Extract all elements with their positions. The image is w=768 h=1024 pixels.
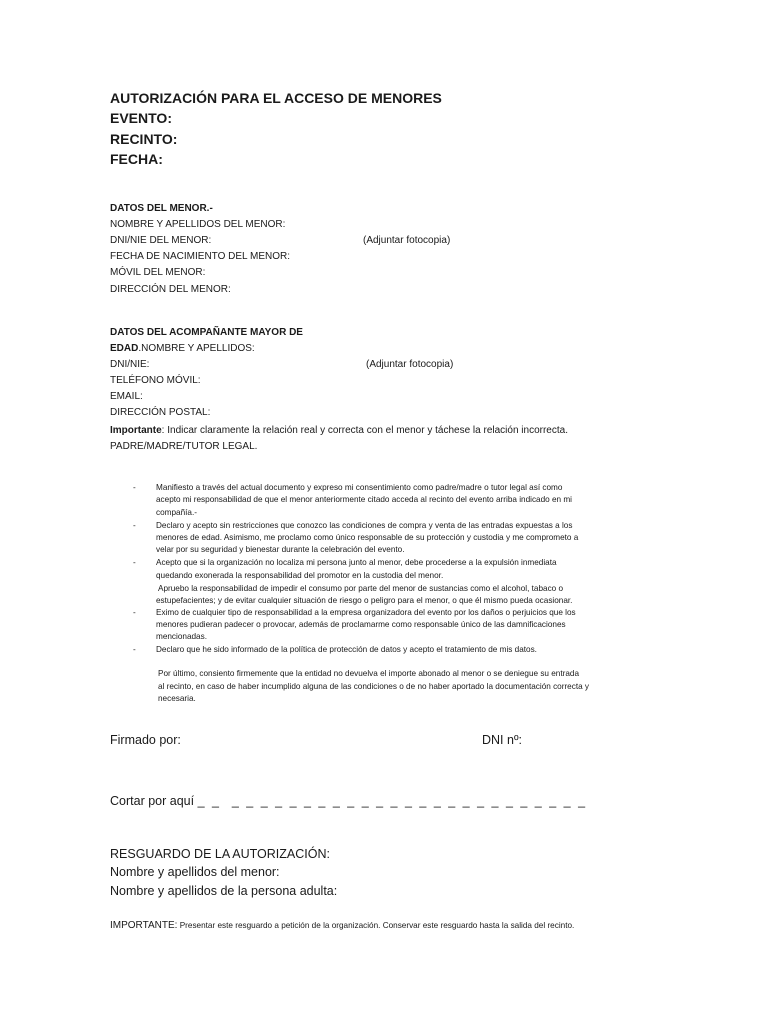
clause-line: acepto mi responsabilidad de que el menor anteriormente citado acceda al recinto del evento arriba indicado en mi <box>156 495 572 504</box>
minor-mobile-label: MÓVIL DEL MENOR: <box>110 267 206 278</box>
receipt-important-text: Presentar este resguardo a petición de la organización. Conservar este resguardo hasta la salida del recinto. <box>177 921 575 930</box>
clause-line: Acepto que si la organización no localiza mi persona junto al menor, debe procederse a la expulsión inmediata <box>156 558 557 567</box>
clause-line: mencionadas. <box>156 632 207 641</box>
minor-dni-label: DNI/NIE DEL MENOR: <box>110 235 212 246</box>
clause-line: Declaro que he sido informado de la política de protección de datos y acepto el tratamiento de mis datos. <box>156 645 537 654</box>
adult-section-heading-end: EDAD <box>110 343 139 354</box>
clause-line: Manifiesto a través del actual documento y expreso mi consentimiento como padre/madre o tutor legal así como <box>156 483 563 492</box>
event-label: EVENTO: <box>110 110 172 126</box>
bullet-dash: - <box>133 521 136 530</box>
adult-phone-label: TELÉFONO MÓVIL: <box>110 375 201 386</box>
clause-line: Declaro y acepto sin restricciones que conozco las condiciones de compra y venta de las entradas expuestas a los <box>156 521 573 530</box>
date-label: FECHA: <box>110 151 163 167</box>
cut-line <box>110 794 587 809</box>
document-title: AUTORIZACIÓN PARA EL ACCESO DE MENORES <box>110 90 442 106</box>
minor-address-label: DIRECCIÓN DEL MENOR: <box>110 284 231 295</box>
clause-line: menores pudieran padecer o provocar, además de proclamarme como responsable único de las damnificaciones <box>156 620 566 629</box>
bullet-dash: - <box>133 645 136 654</box>
important-text: : Indicar claramente la relación real y correcta con el menor y táchese la relación incorrecta. <box>161 425 568 436</box>
relation-instruction <box>110 425 568 437</box>
important-label: Importante <box>110 425 162 436</box>
minor-name-label: NOMBRE Y APELLIDOS DEL MENOR: <box>110 219 286 230</box>
receipt-minor-name-label: Nombre y apellidos del menor: <box>110 865 280 879</box>
clause-line: quedando exonerada la responsabilidad del promotor en la custodia del menor. <box>156 571 444 580</box>
clause-line: compañía.- <box>156 508 197 517</box>
relation-options: PADRE/MADRE/TUTOR LEGAL. <box>110 441 258 452</box>
minor-section-heading: DATOS DEL MENOR.- <box>110 203 213 214</box>
cut-label: Cortar por aquí <box>110 794 195 808</box>
cut-dashes: _ _ _ _ _ _ _ _ _ _ _ _ _ _ _ _ _ _ _ _ _ _ _ _ _ _ _ <box>197 794 588 808</box>
clause-line: Eximo de cualquier tipo de responsabilidad a la empresa organizadora del evento por los daños o perjuicios que los <box>156 608 576 617</box>
bullet-dash: - <box>133 608 136 617</box>
adult-email-label: EMAIL: <box>110 391 143 402</box>
adult-postal-label: DIRECCIÓN POSTAL: <box>110 407 211 418</box>
closing-line: necesaria. <box>158 694 196 703</box>
receipt-important-label: IMPORTANTE: <box>110 920 178 931</box>
receipt-adult-name-label: Nombre y apellidos de la persona adulta: <box>110 884 338 898</box>
adult-name-line <box>110 343 255 355</box>
minor-dni-note: (Adjuntar fotocopia) <box>363 235 451 246</box>
venue-label: RECINTO: <box>110 131 178 147</box>
signed-by-label: Firmado por: <box>110 733 181 747</box>
adult-section-heading: DATOS DEL ACOMPAÑANTE MAYOR DE <box>110 327 303 338</box>
bullet-dash: - <box>133 558 136 567</box>
adult-dni-note: (Adjuntar fotocopia) <box>366 359 454 370</box>
bullet-dash: - <box>133 483 136 492</box>
closing-line: al recinto, en caso de haber incumplido alguna de las condiciones o de no haber aportado la documentación correcta y <box>158 682 590 691</box>
receipt-important-note <box>110 920 574 932</box>
clause-line: estupefacientes; y de evitar cualquier situación de riesgo o peligro para el menor, o que él mismo pueda ocasionar. <box>156 596 573 605</box>
clause-line: Apruebo la responsabilidad de impedir el consumo por parte del menor de sustancias como el alcohol, tabaco o <box>158 584 564 593</box>
adult-dni-label: DNI/NIE: <box>110 359 150 370</box>
adult-name-label: .NOMBRE Y APELLIDOS: <box>138 343 255 354</box>
closing-line: Por último, consiento firmemente que la entidad no devuelva el importe abonado al menor o se deniegue su entrada <box>158 669 580 678</box>
minor-birthdate-label: FECHA DE NACIMIENTO DEL MENOR: <box>110 251 291 262</box>
receipt-title: RESGUARDO DE LA AUTORIZACIÓN: <box>110 847 330 861</box>
clause-line: velar por su seguridad y bienestar durante la celebración del evento. <box>156 545 405 554</box>
clause-line: menores de edad. Asimismo, me proclamo como único responsable de su protección y custodia y me comprometo a <box>156 533 579 542</box>
signature-dni-label: DNI nº: <box>482 733 522 747</box>
